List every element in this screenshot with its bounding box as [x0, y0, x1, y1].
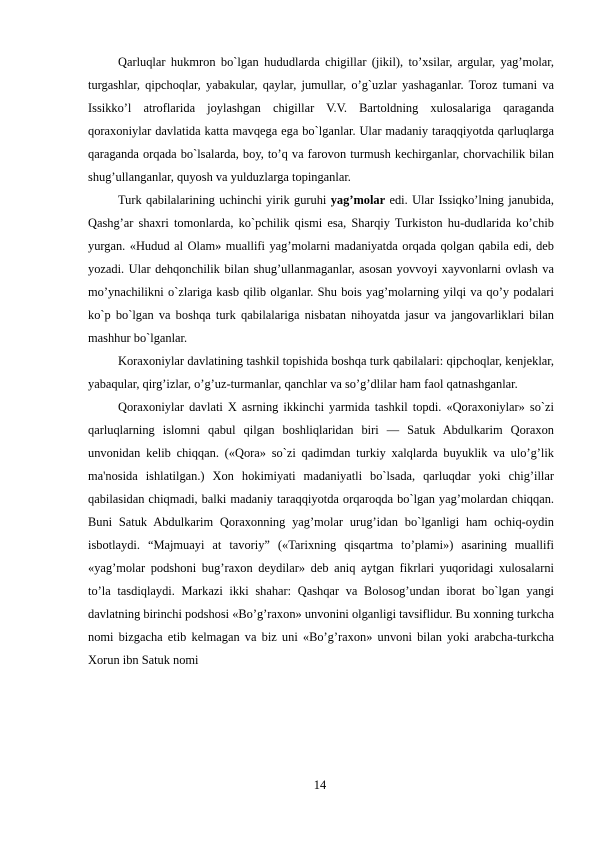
page-number: 14 — [313, 778, 327, 792]
page-body — [88, 51, 554, 672]
paragraph-1: Qarluqlar hukmron bo`lgan hududlarda chigillar (jikil), to’xsilar, argular, yag’molar, turgashlar, qipchoqlar, yabakular, qaylar, jumullar, o’g`uzlar yashaganlar. Toroz tumani va Issikko’l atroflarida joylashgan chigillar V.V. Bartoldning xulosalariga qaraganda qoraxoniylar davlatida katta mavqega ega bo`lganlar. Ular madaniy taraqqiyotda qarluqlarga qaraganda orqada bo`lsalarda, boy, to’q va farovon turmush kechirganlar, chorvachilik bilan shug’ullanganlar, quyosh va yulduzlarga topinganlar. — [88, 55, 554, 184]
paragraph-2-rest: edi. Ular Issiqko’lning janubida, Qashg’ar shaxri tomonlarda, ko`pchilik qismi esa, Sharqiy Turkiston hu-dudlarida ko’chib yurgan. «Hudud al Olam» muallifi yag’molarni madaniyatda orqada qolgan qabila edi, deb yozadi. Ular dehqonchilik bilan shug’ullanmaganlar, asosan yovvoyi xayvonlarni ovlash va mo’ynachilikni o`zlariga kasb qilib olganlar. Shu bois yag’molarning yilqi va qo’y podalari ko`p bo`lgan va boshqa turk qabilalariga nisbatan nihoyatda jasur va jangovarliklari bilan mashhur bo`lganlar. — [88, 193, 554, 345]
paragraph-4: Qoraxoniylar davlati X asrning ikkinchi yarmida tashkil topdi. «Qoraxoniylar» so`zi qarluqlarning islomni qabul qilgan boshliqlaridan biri — Satuk Abdulkarim Qoraxon unvonidan kelib chiqqan. («Qora» so`zi qadimdan turkiy xalqlarda buyuklik va ulo’g’lik ma'nosida ishlatilgan.) Xon hokimiyati madaniyatli bo`lsada, qarluqdar yoki chig’illar qabilasidan chiqmadi, balki madaniy taraqqiyotda orqaroqda bo`lgan yag’molardan chiqqan. Buni Satuk Abdulkarim Qoraxonning yag’molar urug’idan bo`lganligi ham ochiq-oydin isbotlaydi. “Majmuayi at tavoriy” («Tarixning qisqartma to’plami») asarining muallifi «yag’molar podshoni bug’raxon deydilar» deb aniq aytgan fikrlari yuqoridagi xulosalarni to’la tasdiqlaydi. Markazi ikki shahar: Qashqar va Bolosog’undan iborat bo`lgan yangi davlatning birinchi podshosi «Bo’g’raxon» unvonini olganligi tavsiflidur. Bu xonning turkcha nomi bizgacha etib kelmagan va biz uni «Bo’g’raxon» unvoni bilan yoki arabcha-turkcha Xorun ibn Satuk nomi — [88, 400, 554, 667]
term-yagmolar: yag’molar — [330, 193, 386, 207]
paragraph-2-lead: Turk qabilalarining uchinchi yirik guruhi — [118, 193, 331, 207]
paragraph-2 — [88, 189, 554, 350]
paragraph-3: Koraxoniylar davlatining tashkil topishida boshqa turk qabilalari: qipchoqlar, kenjeklar, yabaqular, qirg’izlar, o’g’uz-turmanlar, qanchlar va so’g’dlilar ham faol qatnashganlar. — [88, 354, 554, 391]
